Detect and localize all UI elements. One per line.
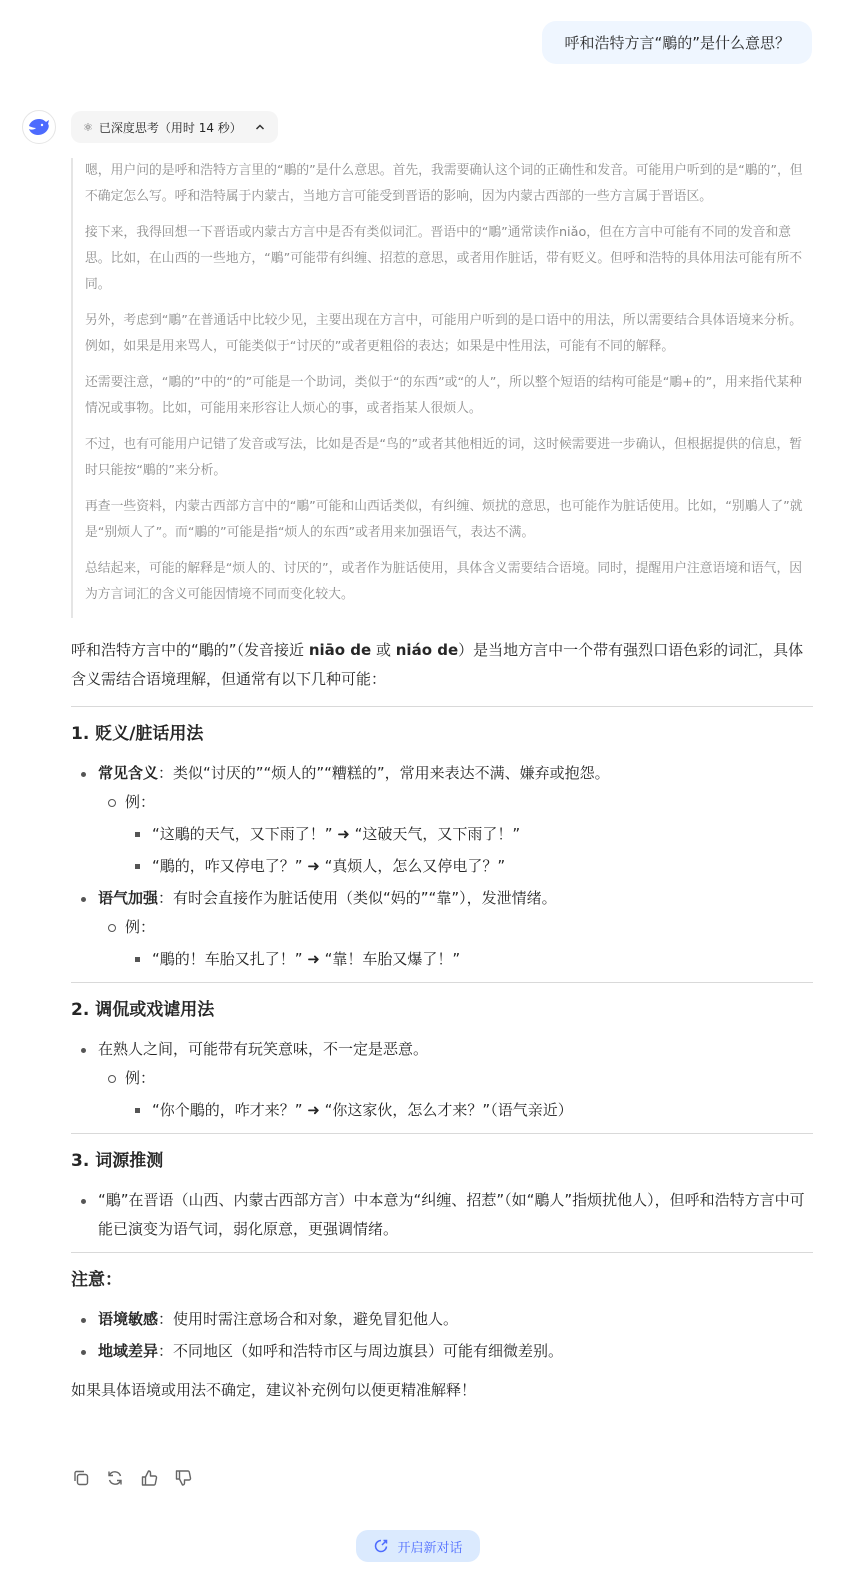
deep-think-label: 已深度思考（用时 14 秒） bbox=[98, 120, 242, 135]
thinking-paragraph: 不过，也有可能用户记错了发音或写法，比如是否是“鸟的”或者其他相近的词，这时候需要进一步确认，但根据提供的信息，暂时只能按“鵰的”来分析。 bbox=[85, 437, 803, 478]
assistant-answer bbox=[71, 636, 813, 1405]
message-actions bbox=[71, 1468, 193, 1488]
thinking-paragraph: 另外，考虑到“鵰”在普通话中比较少见，主要出现在方言中，可能用户听到的是口语中的用法，所以需要结合具体语境来分析。例如，如果是用来骂人，可能类似于“讨厌的”或者更粗俗的表达；如果是中性用法，可能有不同的解释。 bbox=[85, 313, 803, 354]
example-item: “鵰的，咋又停电了？” ➜ “真烦人，怎么又停电了？” bbox=[125, 852, 813, 881]
divider bbox=[71, 982, 813, 983]
section-heading: 注意： bbox=[71, 1270, 122, 1290]
copy-icon[interactable] bbox=[71, 1468, 91, 1488]
list-item bbox=[98, 913, 813, 974]
thinking-paragraph: 嗯，用户问的是呼和浩特方言里的“鵰的”是什么意思。首先，我需要确认这个词的正确性和发音。可能用户听到的是“鵰的”，但不确定怎么写。呼和浩特属于内蒙古，当地方言可能受到晋语的影响，因为内蒙古西部的一些方言属于晋语区。 bbox=[85, 163, 803, 204]
answer-intro bbox=[71, 636, 813, 694]
thinking-paragraph: 接下来，我得回想一下晋语或内蒙古方言中是否有类似词汇。晋语中的“鵰”通常读作niǎo，但在方言中可能有不同的发音和意思。比如，在山西的一些地方，“鵰”可能带有纠缠、招惹的意思，或者用作脏话，带有贬义。但呼和浩特的具体用法可能有所不同。 bbox=[85, 225, 803, 292]
example-label: 例： bbox=[125, 1069, 156, 1087]
item-label: 语境敏感 bbox=[98, 1310, 159, 1328]
item-text: ：有时会直接作为脏话使用（类似“妈的”“靠”），发泄情绪。 bbox=[158, 889, 557, 907]
deep-think-toggle[interactable] bbox=[71, 111, 278, 143]
list-item: “鵰”在晋语（山西、内蒙古西部方言）中本意为“纠缠、招惹”（如“鵰人”指烦扰他人），但呼和浩特方言中可能已演变为语气词，弱化原意，更强调情绪。 bbox=[71, 1186, 813, 1244]
new-chat-button[interactable] bbox=[356, 1530, 480, 1562]
example-item: “你个鵰的，咋才来？” ➜ “你这家伙，怎么才来？”（语气亲近） bbox=[125, 1096, 813, 1125]
item-text: ：不同地区（如呼和浩特市区与周边旗县）可能有细微差别。 bbox=[158, 1342, 564, 1360]
thinking-paragraph: 还需要注意，“鵰的”中的“的”可能是一个助词，类似于“的东西”或“的人”，所以整个短语的结构可能是“鵰+的”，用来指代某种情况或事物。比如，可能用来形容让人烦心的事，或者指某人很烦人。 bbox=[85, 375, 802, 416]
item-text: ：类似“讨厌的”“烦人的”“糟糕的”，常用来表达不满、嫌弃或抱怨。 bbox=[158, 764, 610, 782]
list-item bbox=[71, 1035, 813, 1125]
list-item bbox=[71, 884, 813, 974]
user-message-text: 呼和浩特方言“鵰的”是什么意思？ bbox=[564, 34, 790, 52]
item-text: ：使用时需注意场合和对象，避免冒犯他人。 bbox=[158, 1310, 459, 1328]
example-item: “这鵰的天气，又下雨了！” ➜ “这破天气，又下雨了！” bbox=[125, 820, 813, 849]
section-heading: 1. 贬义/脏话用法 bbox=[71, 724, 204, 744]
thumbs-down-icon[interactable] bbox=[173, 1468, 193, 1488]
user-message-bubble bbox=[542, 21, 812, 64]
item-label: 地域差异 bbox=[98, 1342, 159, 1360]
example-label: 例： bbox=[125, 793, 156, 811]
section-heading: 2. 调侃或戏谑用法 bbox=[71, 1000, 215, 1020]
list-item bbox=[71, 759, 813, 881]
divider bbox=[71, 1133, 813, 1134]
intro-text: 呼和浩特方言中的“鵰的”（发音接近 bbox=[71, 641, 309, 659]
example-label: 例： bbox=[125, 918, 156, 936]
answer-closing: 如果具体语境或用法不确定，建议补充例句以便更精准解释！ bbox=[71, 1381, 477, 1399]
list-item bbox=[98, 1064, 813, 1125]
new-chat-label: 开启新对话 bbox=[397, 1540, 463, 1556]
new-chat-icon bbox=[373, 1538, 389, 1554]
list-item bbox=[71, 1305, 813, 1334]
item-label: 常见含义 bbox=[98, 764, 159, 782]
divider bbox=[71, 1252, 813, 1253]
atom-icon: ⚛ bbox=[83, 120, 93, 134]
notes-list bbox=[71, 1305, 813, 1366]
thinking-paragraph: 再查一些资料，内蒙古西部方言中的“鵰”可能和山西话类似，有纠缠、烦扰的意思，也可能作为脏话使用。比如，“别鵰人了”就是“别烦人了”。而“鵰的”可能是指“烦人的东西”或者用来加强语气，表达不满。 bbox=[85, 499, 803, 540]
whale-logo-icon bbox=[27, 117, 51, 137]
section-list bbox=[71, 759, 813, 974]
list-item bbox=[71, 1337, 813, 1366]
item-text: 在熟人之间，可能带有玩笑意味，不一定是恶意。 bbox=[98, 1040, 429, 1058]
intro-or: 或 bbox=[371, 641, 396, 659]
section-list bbox=[71, 1186, 813, 1244]
divider bbox=[71, 706, 813, 707]
thinking-paragraph: 总结起来，可能的解释是“烦人的、讨厌的”，或者作为脏话使用，具体含义需要结合语境。同时，提醒用户注意语境和语气，因为方言词汇的含义可能因情境不同而变化较大。 bbox=[85, 561, 803, 602]
thinking-content bbox=[71, 158, 813, 618]
thumbs-up-icon[interactable] bbox=[139, 1468, 159, 1488]
section-heading: 3. 词源推测 bbox=[71, 1151, 164, 1171]
pinyin-2: niáo de bbox=[395, 641, 459, 659]
section-list bbox=[71, 1035, 813, 1125]
regenerate-icon[interactable] bbox=[105, 1468, 125, 1488]
assistant-avatar bbox=[22, 110, 56, 144]
item-label: 语气加强 bbox=[98, 889, 159, 907]
list-item bbox=[98, 788, 813, 881]
chevron-up-icon bbox=[254, 121, 266, 133]
example-item: “鵰的！车胎又扎了！” ➜ “靠！车胎又爆了！” bbox=[125, 945, 813, 974]
intro-text-2: ）是当地方言中一个带有强烈口语色彩的词汇，具体含义需结合语境理解，但通常有以下几种可能： bbox=[71, 641, 804, 688]
pinyin-1: niāo de bbox=[308, 641, 372, 659]
